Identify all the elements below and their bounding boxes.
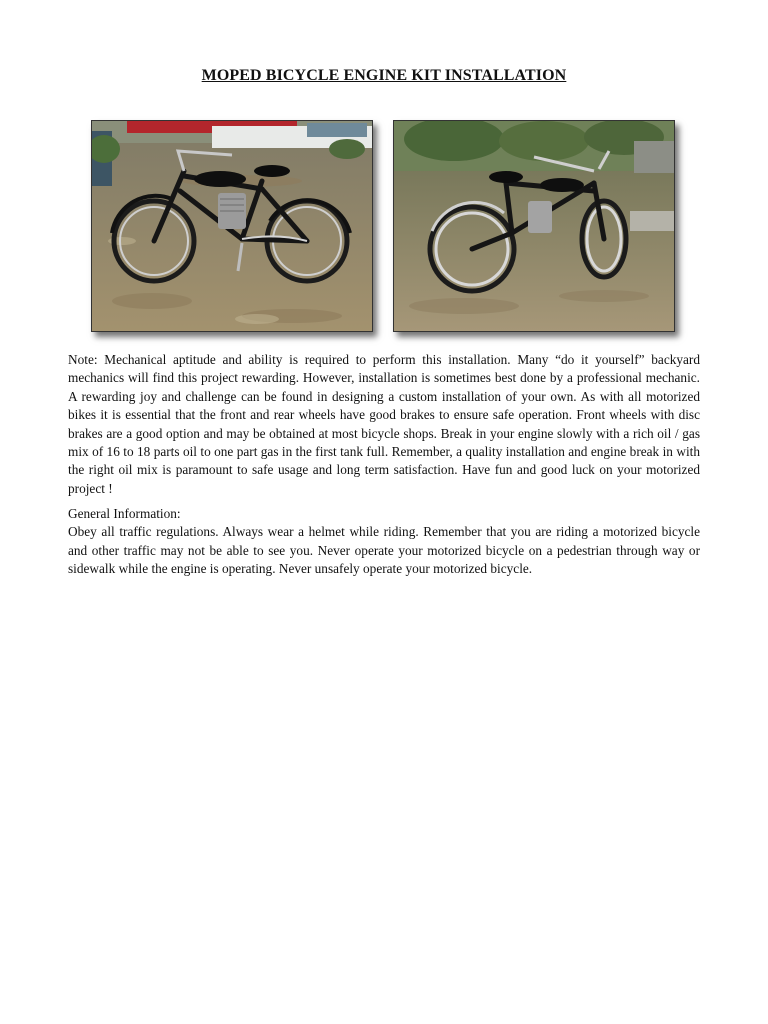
general-information-paragraph: Obey all traffic regulations. Always wear a helmet while riding. Remember that you are riding a motorized bicycle and other traffic may not be able to see you. Never operate your motorized bicycle on a pedestrian through way or sidewalk while the engine is operating. Never unsafely operate your motorized bicycle. — [68, 524, 700, 577]
note-paragraph: Note: Mechanical aptitude and ability is required to perform this installation. Many “do it yourself” backyard mechanics will find this project rewarding. However, installation is sometimes best done by a professional mechanic. A rewarding joy and challenge can be found in designing a custom installation of your own. As with all motorized bikes it is essential that the front and rear wheels have good brakes to ensure safe operation. Front wheels with disc brakes are a good option and may be obtained at most bicycle shops. Break in your engine slowly with a rich oil / gas mix of 16 to 18 parts oil to one part gas in the first tank full. Remember, a quality installation and engine break in with the right oil mix is paramount to safe usage and long term satisfaction. Have fun and good luck on your motorized project ! — [68, 352, 700, 496]
bicycle-photo-side-view — [91, 120, 373, 332]
general-information-heading: General Information: — [68, 506, 181, 521]
bicycle-photo-front-angle-view — [393, 120, 675, 332]
general-information-section — [68, 505, 700, 579]
document-title: MOPED BICYCLE ENGINE KIT INSTALLATION — [201, 67, 567, 84]
